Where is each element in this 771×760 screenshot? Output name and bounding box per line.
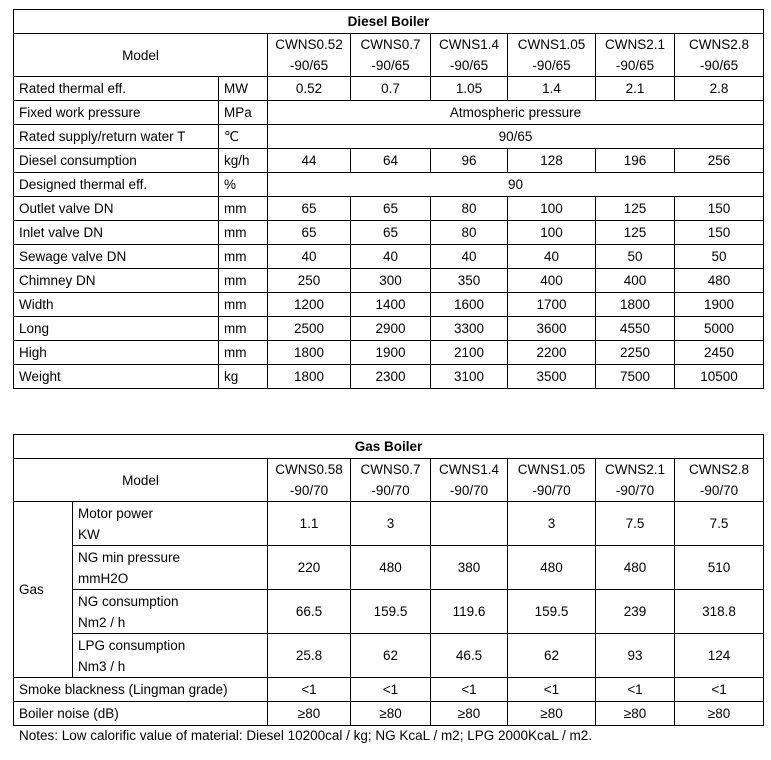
row-value: 65 [268, 197, 351, 221]
row-label: Sewage valve DN [14, 245, 219, 269]
row-value: 256 [675, 149, 764, 173]
row-value: 62 [508, 634, 596, 678]
model-name [268, 459, 351, 502]
model-code: CWNS0.52 [275, 37, 343, 52]
row-value: 300 [351, 269, 431, 293]
table-row [14, 546, 764, 590]
model-code: CWNS0.58 [275, 462, 343, 477]
model-code: CWNS2.8 [689, 37, 750, 52]
model-temp: -90/70 [532, 483, 571, 498]
model-code: CWNS2.1 [604, 462, 665, 477]
row-label-name: NG consumption [78, 593, 179, 609]
row-value: 64 [351, 149, 431, 173]
table-row [14, 293, 764, 317]
row-unit: mm [219, 317, 268, 341]
row-value: 1900 [351, 341, 431, 365]
row-value: 159.5 [351, 590, 431, 634]
table-row [14, 197, 764, 221]
row-label: Width [14, 293, 219, 317]
model-name [431, 34, 508, 77]
row-value: 128 [508, 149, 596, 173]
row-value: 7.5 [675, 502, 764, 546]
row-value: 50 [596, 245, 675, 269]
row-value: 318.8 [675, 590, 764, 634]
row-value: 2.8 [675, 77, 764, 101]
table-row [14, 101, 764, 125]
row-value: 2200 [508, 341, 596, 365]
table-row [14, 634, 764, 678]
model-temp: -90/65 [289, 58, 329, 73]
table-row [14, 125, 764, 149]
row-unit: mm [219, 269, 268, 293]
row-value: 150 [675, 221, 764, 245]
row-value: 44 [268, 149, 351, 173]
row-value: 65 [351, 221, 431, 245]
model-temp: -90/65 [615, 58, 655, 73]
row-value: 0.7 [351, 77, 431, 101]
row-value: 239 [596, 590, 675, 634]
row-value: ≥80 [508, 702, 596, 726]
model-name [431, 459, 508, 502]
row-value: 50 [675, 245, 764, 269]
gas-boiler-table [13, 434, 764, 726]
table-row [14, 590, 764, 634]
row-value: ≥80 [351, 702, 431, 726]
row-value: 125 [596, 197, 675, 221]
row-label: Fixed work pressure [14, 101, 219, 125]
row-value: 3600 [508, 317, 596, 341]
diesel-table-title: Diesel Boiler [14, 10, 764, 34]
row-label-unit: Nm3 / h [78, 658, 126, 674]
table-row [14, 77, 764, 101]
table-row [14, 245, 764, 269]
row-value: 40 [351, 245, 431, 269]
table-row [14, 502, 764, 546]
row-value: 380 [431, 546, 508, 590]
row-value: ≥80 [268, 702, 351, 726]
model-name [596, 459, 675, 502]
model-code: CWNS2.8 [689, 462, 750, 477]
row-unit: mm [219, 293, 268, 317]
row-value: 7.5 [596, 502, 675, 546]
model-name [268, 34, 351, 77]
row-value: 40 [268, 245, 351, 269]
row-label-name: LPG consumption [78, 637, 186, 653]
row-value: 220 [268, 546, 351, 590]
row-value: 400 [508, 269, 596, 293]
row-label-unit: Nm2 / h [78, 614, 126, 630]
model-temp: -90/65 [449, 58, 489, 73]
row-value: 0.52 [268, 77, 351, 101]
row-value: 480 [675, 269, 764, 293]
row-value: 3 [351, 502, 431, 546]
row-value: 5000 [675, 317, 764, 341]
row-value: 93 [596, 634, 675, 678]
model-name [351, 459, 431, 502]
row-unit: MPa [219, 101, 268, 125]
row-label: Boiler noise (dB) [14, 702, 268, 726]
table-row [14, 341, 764, 365]
row-value: <1 [351, 678, 431, 702]
row-value: 62 [351, 634, 431, 678]
row-span-value: Atmospheric pressure [268, 101, 764, 125]
row-value: ≥80 [675, 702, 764, 726]
row-value: 4550 [596, 317, 675, 341]
model-code: CWNS1.05 [517, 37, 586, 52]
model-name [675, 34, 764, 77]
diesel-table-body [14, 10, 764, 389]
row-value: 1800 [596, 293, 675, 317]
row-unit: mm [219, 341, 268, 365]
model-temp: -90/70 [289, 483, 329, 498]
gas-model-row [14, 459, 764, 502]
row-value: 2300 [351, 365, 431, 389]
gas-table-title: Gas Boiler [14, 435, 764, 459]
row-value: 46.5 [431, 634, 508, 678]
row-value: 1.05 [431, 77, 508, 101]
table-row [14, 221, 764, 245]
row-value: <1 [431, 678, 508, 702]
gas-table-body [14, 435, 764, 726]
row-label: Diesel consumption [14, 149, 219, 173]
row-value: 480 [351, 546, 431, 590]
row-unit: kg [219, 365, 268, 389]
row-value: 350 [431, 269, 508, 293]
row-value: 510 [675, 546, 764, 590]
row-unit: mm [219, 245, 268, 269]
row-value: 25.8 [268, 634, 351, 678]
row-label: Long [14, 317, 219, 341]
row-label: Chimney DN [14, 269, 219, 293]
diesel-boiler-table [13, 9, 764, 389]
row-unit: ℃ [219, 125, 268, 149]
row-value: 1.1 [268, 502, 351, 546]
row-label-name: NG min pressure [78, 549, 181, 565]
model-code: CWNS0.7 [360, 37, 421, 52]
row-value: <1 [675, 678, 764, 702]
table-row [14, 702, 764, 726]
row-value: 1700 [508, 293, 596, 317]
table-row [14, 317, 764, 341]
row-value: 2.1 [596, 77, 675, 101]
model-temp: -90/65 [371, 58, 410, 73]
row-value: 10500 [675, 365, 764, 389]
model-name [508, 34, 596, 77]
table-row [14, 678, 764, 702]
row-label-unit: KW [78, 526, 100, 542]
row-value: 125 [596, 221, 675, 245]
row-value: <1 [596, 678, 675, 702]
model-temp: -90/70 [699, 483, 739, 498]
row-value: 7500 [596, 365, 675, 389]
row-value: 80 [431, 197, 508, 221]
row-value: 1600 [431, 293, 508, 317]
table-row [14, 173, 764, 197]
model-name [351, 34, 431, 77]
row-value: 124 [675, 634, 764, 678]
row-value: 66.5 [268, 590, 351, 634]
row-value: 2100 [431, 341, 508, 365]
row-value: 80 [431, 221, 508, 245]
row-value: 400 [596, 269, 675, 293]
row-value: 100 [508, 197, 596, 221]
model-code: CWNS1.4 [438, 37, 499, 52]
model-label: Model [14, 34, 268, 77]
row-label: Outlet valve DN [14, 197, 219, 221]
row-value: 100 [508, 221, 596, 245]
row-value: 3500 [508, 365, 596, 389]
row-value: 65 [268, 221, 351, 245]
model-temp: -90/70 [371, 483, 410, 498]
diesel-model-row [14, 34, 764, 77]
row-span-value: 90 [268, 173, 764, 197]
row-unit: MW [219, 77, 268, 101]
row-value: 3300 [431, 317, 508, 341]
row-value: 1800 [268, 365, 351, 389]
model-code: CWNS0.7 [360, 462, 421, 477]
row-label: Weight [14, 365, 219, 389]
row-label-unit: mmH2O [78, 570, 129, 586]
row-value: 150 [675, 197, 764, 221]
notes-text: Notes: Low calorific value of material: Diesel 10200cal / kg; NG KcaL / m2; LPG 2000KcaL / m2. [19, 728, 593, 743]
row-value: 1400 [351, 293, 431, 317]
row-value: ≥80 [431, 702, 508, 726]
row-value: 2450 [675, 341, 764, 365]
row-label: Rated thermal eff. [14, 77, 219, 101]
model-name [596, 34, 675, 77]
row-value: 480 [596, 546, 675, 590]
row-value: 40 [508, 245, 596, 269]
table-row [14, 269, 764, 293]
row-label: Inlet valve DN [14, 221, 219, 245]
table-row [14, 365, 764, 389]
row-value: 40 [431, 245, 508, 269]
row-label: Designed thermal eff. [14, 173, 219, 197]
row-value: 3 [508, 502, 596, 546]
model-code: CWNS2.1 [604, 37, 665, 52]
row-value: 159.5 [508, 590, 596, 634]
row-value: <1 [508, 678, 596, 702]
row-label-name: Motor power [78, 505, 154, 521]
row-label [73, 590, 268, 634]
row-value: 1.4 [508, 77, 596, 101]
row-label [73, 634, 268, 678]
row-value: 119.6 [431, 590, 508, 634]
row-value: 2900 [351, 317, 431, 341]
row-unit: kg/h [219, 149, 268, 173]
row-label: High [14, 341, 219, 365]
row-value: 3100 [431, 365, 508, 389]
model-temp: -90/65 [532, 58, 571, 73]
row-value: 96 [431, 149, 508, 173]
row-value: <1 [268, 678, 351, 702]
table-row [14, 149, 764, 173]
row-value: 1200 [268, 293, 351, 317]
model-temp: -90/70 [449, 483, 489, 498]
row-value: 65 [351, 197, 431, 221]
model-temp: -90/70 [615, 483, 655, 498]
model-name [675, 459, 764, 502]
model-label: Model [14, 459, 268, 502]
row-value: 1800 [268, 341, 351, 365]
row-value: 480 [508, 546, 596, 590]
row-value: 2250 [596, 341, 675, 365]
model-code: CWNS1.4 [438, 462, 499, 477]
row-unit: mm [219, 221, 268, 245]
group-label-gas: Gas [14, 502, 73, 678]
row-label: Rated supply/return water T [14, 125, 219, 149]
row-unit: mm [219, 197, 268, 221]
row-label [73, 546, 268, 590]
row-label: Smoke blackness (Lingman grade) [14, 678, 268, 702]
model-temp: -90/65 [699, 58, 739, 73]
row-value: 196 [596, 149, 675, 173]
row-value: 1900 [675, 293, 764, 317]
model-name [508, 459, 596, 502]
row-value: 2500 [268, 317, 351, 341]
row-value: 250 [268, 269, 351, 293]
model-code: CWNS1.05 [517, 462, 586, 477]
row-value [431, 502, 508, 546]
row-value: ≥80 [596, 702, 675, 726]
row-span-value: 90/65 [268, 125, 764, 149]
row-unit: % [219, 173, 268, 197]
row-label [73, 502, 268, 546]
